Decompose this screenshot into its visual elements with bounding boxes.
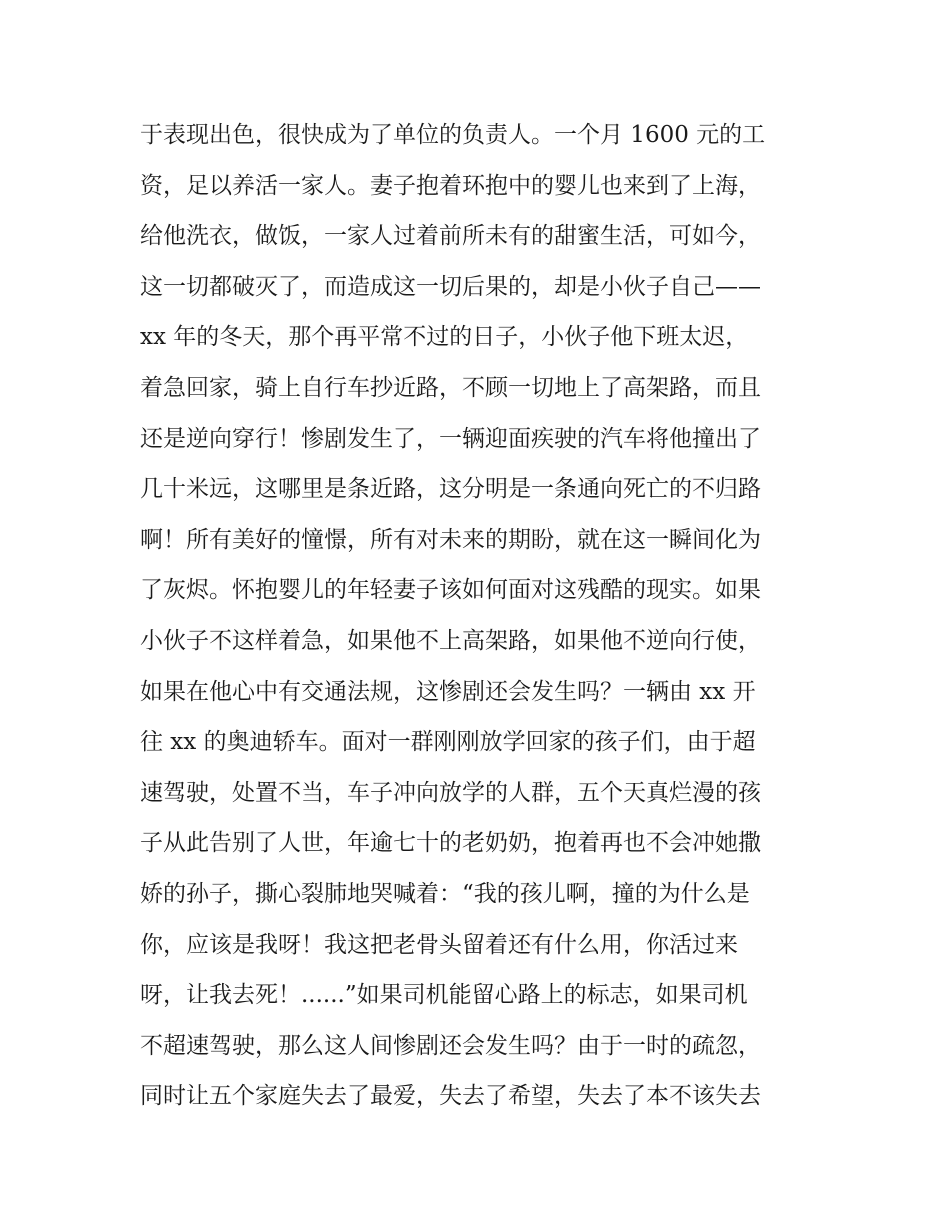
text-line: 这一切都破灭了，而造成这一切后果的，却是小伙子自己—— [140,273,761,300]
body-text [140,110,830,1122]
text-line: 不超速驾驶，那么这人间惨剧还会发生吗？由于一时的疏忽， [140,1032,761,1059]
text-line: xx 年的冬天，那个再平常不过的日子，小伙子他下班太迟， [140,324,749,351]
text-line: 速驾驶，处置不当，车子冲向放学的人群，五个天真烂漫的孩 [140,779,761,806]
text-line: 给他洗衣，做饭，一家人过着前所未有的甜蜜生活，可如今， [140,223,761,250]
text-line: 你，应该是我呀！我这把老骨头留着还有什么用，你活过来 [140,931,738,958]
text-line: 资，足以养活一家人。妻子抱着环抱中的婴儿也来到了上海， [140,172,761,199]
text-line: 了灰烬。怀抱婴儿的年轻妻子该如何面对这残酷的现实。如果 [140,577,761,604]
text-line: 同时让五个家庭失去了最爱，失去了希望，失去了本不该失去 [140,1083,761,1110]
text-line: 着急回家，骑上自行车抄近路，不顾一切地上了高架路，而且 [140,374,761,401]
text-line: 呀，让我去死！......”如果司机能留心路上的标志，如果司机 [140,982,748,1009]
text-line: 几十米远，这哪里是条近路，这分明是一条通向死亡的不归路 [140,476,761,503]
text-line: 往 xx 的奥迪轿车。面对一群刚刚放学回家的孩子们，由于超 [140,729,756,756]
text-line: 子从此告别了人世，年逾七十的老奶奶，抱着再也不会冲她撒 [140,830,761,857]
text-line: 啊！所有美好的憧憬，所有对未来的期盼，就在这一瞬间化为 [140,526,761,553]
text-line: 小伙子不这样着急，如果他不上高架路，如果他不逆向行使， [140,627,761,654]
text-line: 于表现出色，很快成为了单位的负责人。一个月 1600 元的工 [140,122,766,148]
text-line: 还是逆向穿行！惨剧发生了，一辆迎面疾驶的汽车将他撞出了 [140,425,761,452]
text-line: 娇的孙子，撕心裂肺地哭喊着：“我的孩儿啊，撞的为什么是 [140,880,750,907]
text-line: 如果在他心中有交通法规，这惨剧还会发生吗？一辆由 xx 开 [140,678,756,705]
